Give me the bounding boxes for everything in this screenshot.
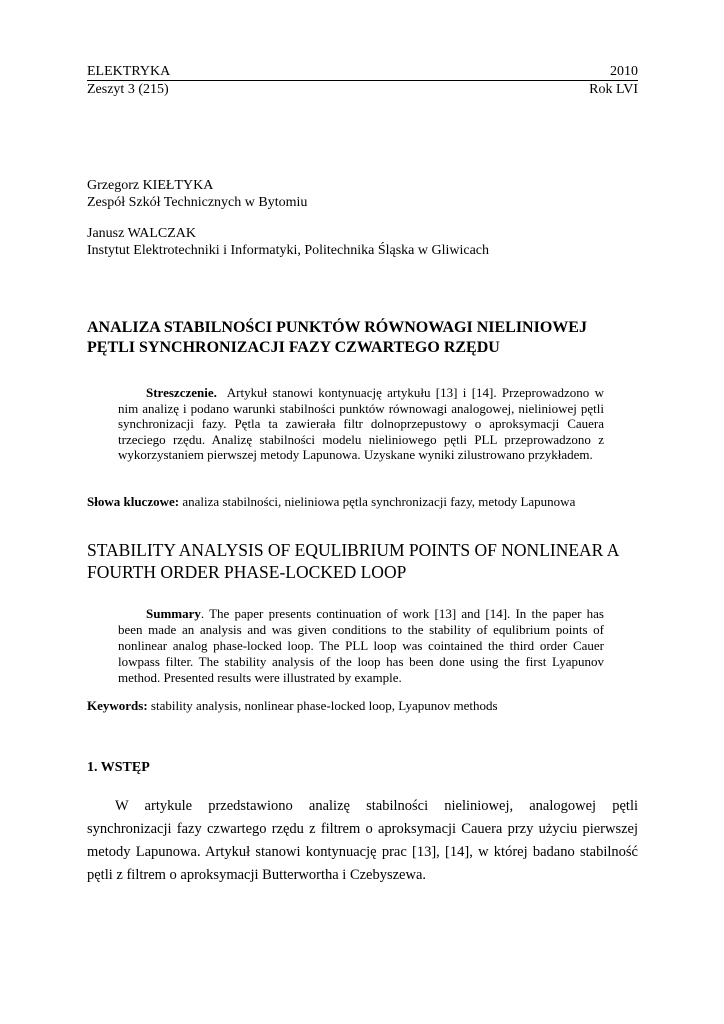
abstract-en-label: Summary (146, 606, 201, 621)
author-name: Janusz WALCZAK (87, 226, 197, 241)
keywords-en (87, 698, 498, 714)
keywords-pl-text: analiza stabilności, nieliniowa pętla synchronizacji fazy, metody Lapunowa (182, 494, 576, 509)
keywords-pl-label: Słowa kluczowe: (87, 494, 180, 509)
keywords-pl (87, 494, 575, 510)
paper-title-en (87, 539, 647, 583)
section-body (87, 795, 638, 887)
journal-name: ELEKTRYKA (87, 64, 171, 79)
author-block (87, 177, 307, 211)
author-affiliation: Zespół Szkół Technicznych w Bytomiu (87, 195, 308, 210)
paper-title-pl (87, 318, 647, 358)
author-block (87, 225, 489, 259)
section-body-text: W artykule przedstawiono analizę stabilności nieliniowej, analogowej pętli synchronizacji fazy czwartego rzędu z filtrem o aproksymacji Cauera przy użyciu pierwszej metody Lapunowa. Artykuł stanowi kontynuację prac [13], [14], w której badano stabilność pętli z filtrem o aproksymacji Butterwortha i Czebyszewa. (87, 798, 638, 883)
keywords-en-text: stability analysis, nonlinear phase-locked loop, Lyapunov methods (150, 698, 498, 713)
abstract-en (118, 606, 604, 686)
title-pl-line: ANALIZA STABILNOŚCI PUNKTÓW RÓWNOWAGI NIELINIOWEJ (87, 319, 587, 336)
keywords-en-label: Keywords: (87, 698, 148, 713)
abstract-en-text: . The paper presents continuation of work [13] and [14]. In the paper has been made an analysis and was given conditions to the stability of equlibrium points of nonlinear analog phase-locked loop. The PLL loop was cointained the third order Cauer lowpass filter. The stability analysis of the loop has been done using the first Lyapunov method. Presented results were illustrated by example. (118, 606, 604, 685)
abstract-pl-text: Artykuł stanowi kontynuację artykułu [13] i [14]. Przeprowadzono w nim analizę i podano warunki stabilności punktów równowagi analogowej, nieliniowej pętli synchronizacji fazy. Pętla ta zawierała filtr dolnoprzepustowy o aproksymacji Cauera trzeciego rzędu. Analizę stabilności modelu nieliniowego pętli PLL przeprowadzono z wykorzystaniem pierwszej metody Lapunowa. Uzyskane wyniki zilustrowano przykładem. (118, 385, 604, 462)
author-affiliation: Instytut Elektrotechniki i Informatyki, Politechnika Śląska w Gliwicach (87, 243, 490, 258)
abstract-pl-label: Streszczenie. (146, 385, 217, 400)
author-name: Grzegorz KIEŁTYKA (87, 178, 214, 193)
journal-volume: Rok LVI (589, 82, 638, 97)
title-pl-line: PĘTLI SYNCHRONIZACJI FAZY CZWARTEGO RZĘDU (87, 339, 500, 356)
title-en-line: STABILITY ANALYSIS OF EQULIBRIUM POINTS OF NONLINEAR A (87, 540, 620, 560)
title-en-line: FOURTH ORDER PHASE-LOCKED LOOP (87, 562, 407, 582)
abstract-pl (118, 385, 604, 463)
journal-issue: Zeszyt 3 (215) (87, 82, 169, 97)
section-heading: 1. WSTĘP (87, 760, 150, 775)
header-rule (87, 80, 638, 81)
journal-year: 2010 (610, 64, 638, 79)
